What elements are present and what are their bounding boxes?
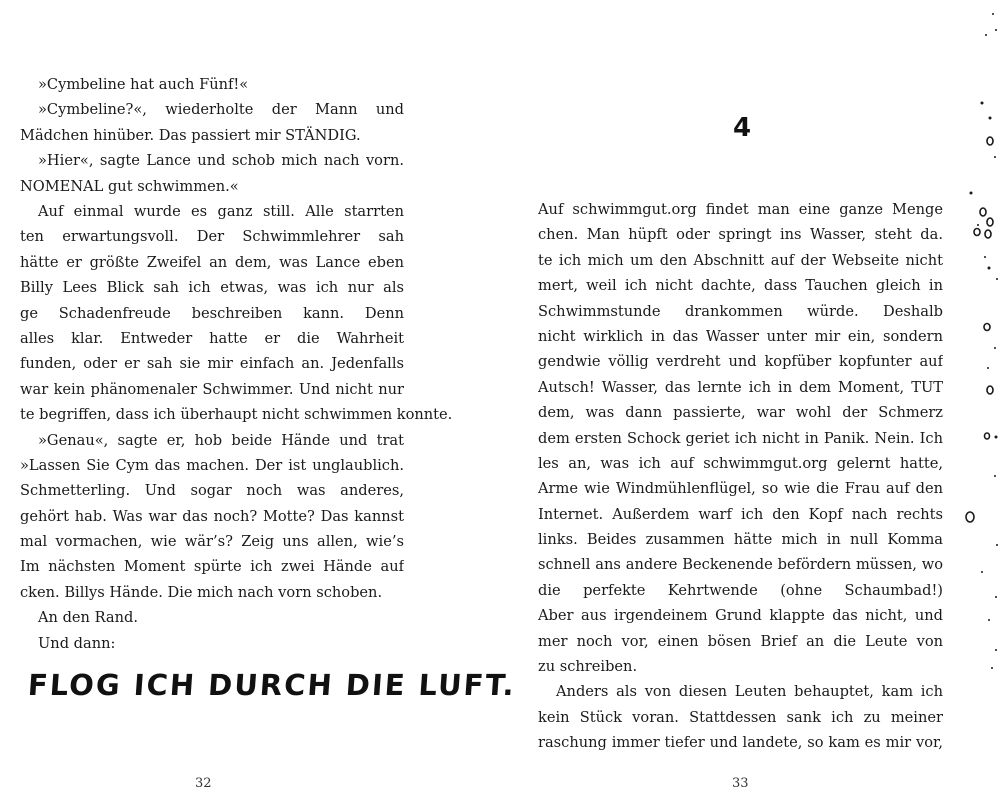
text-line: cken. Billys Hände. Die mich nach vorn schoben. bbox=[20, 583, 383, 601]
text-line: alles klar. Entweder hatte er die Wahrheit bbox=[20, 329, 404, 347]
droplet bbox=[981, 102, 984, 105]
text-line: Und dann: bbox=[38, 634, 116, 652]
page-number: 32 bbox=[195, 776, 212, 791]
text-line: »Lassen Sie Cym das machen. Der ist unglaublich. bbox=[20, 456, 404, 474]
bubble bbox=[987, 386, 993, 394]
text-line: ge Schadenfreude beschreiben kann. Denn bbox=[20, 304, 404, 322]
text-line: Anders als von diesen Leuten behauptet, kam ich bbox=[556, 683, 943, 701]
bubble bbox=[987, 218, 993, 226]
text-line: NOMENAL gut schwimmen.« bbox=[20, 177, 239, 195]
big-title: FLOG ICH DURCH DIE LUFT. bbox=[26, 668, 518, 702]
droplet bbox=[995, 649, 997, 651]
text-line: gehört hab. Was war das noch? Motte? Das kannst bbox=[20, 507, 404, 525]
chapter-number: 4 bbox=[733, 113, 752, 143]
text-line: Auf schwimmgut.org findet man eine ganze Menge bbox=[538, 201, 943, 218]
droplet bbox=[994, 156, 996, 158]
text-line: funden, oder er sah sie mir einfach an. Jedenfalls bbox=[20, 355, 404, 373]
right-page-text bbox=[538, 197, 943, 756]
text-line: Autsch! Wasser, das lernte ich in dem Moment, TUT bbox=[538, 378, 943, 396]
text-line: Billy Lees Blick sah ich etwas, was ich nur als bbox=[20, 279, 404, 297]
text-line: mal vormachen, wie wär’s? Zeig uns allen, wie’s bbox=[20, 533, 404, 551]
text-line: die perfekte Kehrtwende (ohne Schaumbad!) bbox=[538, 581, 943, 599]
droplet bbox=[995, 29, 997, 31]
text-line: Schmetterling. Und sogar noch was anderes, bbox=[20, 482, 404, 500]
text-line: »Genau«, sagte er, hob beide Hände und trat bbox=[38, 431, 404, 449]
text-line: »Hier«, sagte Lance und schob mich nach vorn. bbox=[38, 152, 404, 170]
droplet bbox=[994, 475, 996, 477]
droplet bbox=[994, 347, 996, 349]
bubble bbox=[984, 324, 990, 331]
text-line: ten erwartungsvoll. Der Schwimmlehrer sah bbox=[20, 228, 404, 246]
bubble bbox=[985, 230, 991, 238]
droplet bbox=[984, 256, 986, 258]
text-line: dem, was dann passierte, war wohl der Schmerz bbox=[538, 404, 943, 422]
text-line: chen. Man hüpft oder springt ins Wasser, steht da. bbox=[538, 226, 943, 244]
droplet bbox=[996, 278, 998, 280]
text-line: Arme wie Windmühlenflügel, so wie die Frau auf den bbox=[538, 480, 943, 498]
text-line: schnell ans andere Beckenende befördern müssen, wo bbox=[538, 556, 943, 574]
bubble bbox=[987, 137, 993, 145]
droplet bbox=[988, 267, 991, 270]
text-line: Im nächsten Moment spürte ich zwei Hände auf bbox=[20, 558, 404, 576]
droplet bbox=[995, 596, 997, 598]
bubble bbox=[980, 208, 986, 216]
water-bubbles-icon bbox=[940, 0, 1000, 800]
droplet bbox=[981, 571, 983, 573]
text-line: hätte er größte Zweifel an dem, was Lance eben bbox=[20, 253, 404, 271]
bubble bbox=[966, 512, 974, 522]
text-line: raschung immer tiefer und landete, so kam es mir vor, bbox=[538, 734, 943, 752]
text-line: te ich mich um den Abschnitt auf der Webseite nicht bbox=[538, 251, 943, 269]
text-line: Internet. Außerdem warf ich den Kopf nach rechts bbox=[538, 505, 943, 523]
text-line: »Cymbeline hat auch Fünf!« bbox=[38, 76, 249, 93]
text-line: gendwie völlig verdreht und kopfüber kopfunter auf bbox=[538, 353, 943, 371]
text-line: links. Beides zusammen hätte mich in null Komma bbox=[538, 531, 943, 549]
droplet bbox=[988, 619, 990, 621]
text-line: Schwimmstunde drankommen würde. Deshalb bbox=[538, 302, 943, 320]
text-line: dem ersten Schock geriet ich nicht in Panik. Nein. Ich bbox=[538, 429, 943, 447]
droplet bbox=[991, 667, 993, 669]
left-page-text bbox=[20, 72, 453, 656]
text-line: te begriffen, dass ich überhaupt nicht schwimmen konnte. bbox=[20, 406, 453, 424]
droplet bbox=[989, 117, 992, 120]
page-number: 33 bbox=[732, 776, 749, 791]
text-line: Mädchen hinüber. Das passiert mir STÄNDIG. bbox=[20, 126, 361, 144]
text-line: Auf einmal wurde es ganz still. Alle starrten bbox=[38, 203, 404, 220]
droplet bbox=[977, 224, 979, 226]
text-line: mert, weil ich nicht dachte, dass Tauchen gleich in bbox=[538, 277, 943, 295]
right-page bbox=[500, 0, 1000, 800]
text-line: les an, was ich auf schwimmgut.org gelernt hatte, bbox=[538, 454, 943, 472]
text-line: kein Stück voran. Stattdessen sank ich zu meiner bbox=[538, 708, 943, 726]
droplet bbox=[970, 192, 973, 195]
text-line: nicht wirklich in das Wasser unter mir ein, sondern bbox=[538, 327, 943, 345]
bubble bbox=[985, 433, 990, 439]
text-line: An den Rand. bbox=[38, 609, 138, 627]
bubble bbox=[974, 229, 980, 236]
droplet bbox=[985, 34, 987, 36]
text-line: mer noch vor, einen bösen Brief an die Leute von bbox=[538, 632, 943, 650]
text-line: zu schreiben. bbox=[538, 658, 638, 676]
text-line: war kein phänomenaler Schwimmer. Und nicht nur bbox=[20, 380, 404, 398]
text-line: Aber aus irgendeinem Grund klappte das nicht, und bbox=[538, 607, 943, 625]
droplet bbox=[995, 436, 998, 439]
droplet bbox=[987, 367, 989, 369]
droplet bbox=[992, 13, 994, 15]
text-line: »Cymbeline?«, wiederholte der Mann und bbox=[38, 101, 404, 119]
droplet bbox=[996, 544, 998, 546]
